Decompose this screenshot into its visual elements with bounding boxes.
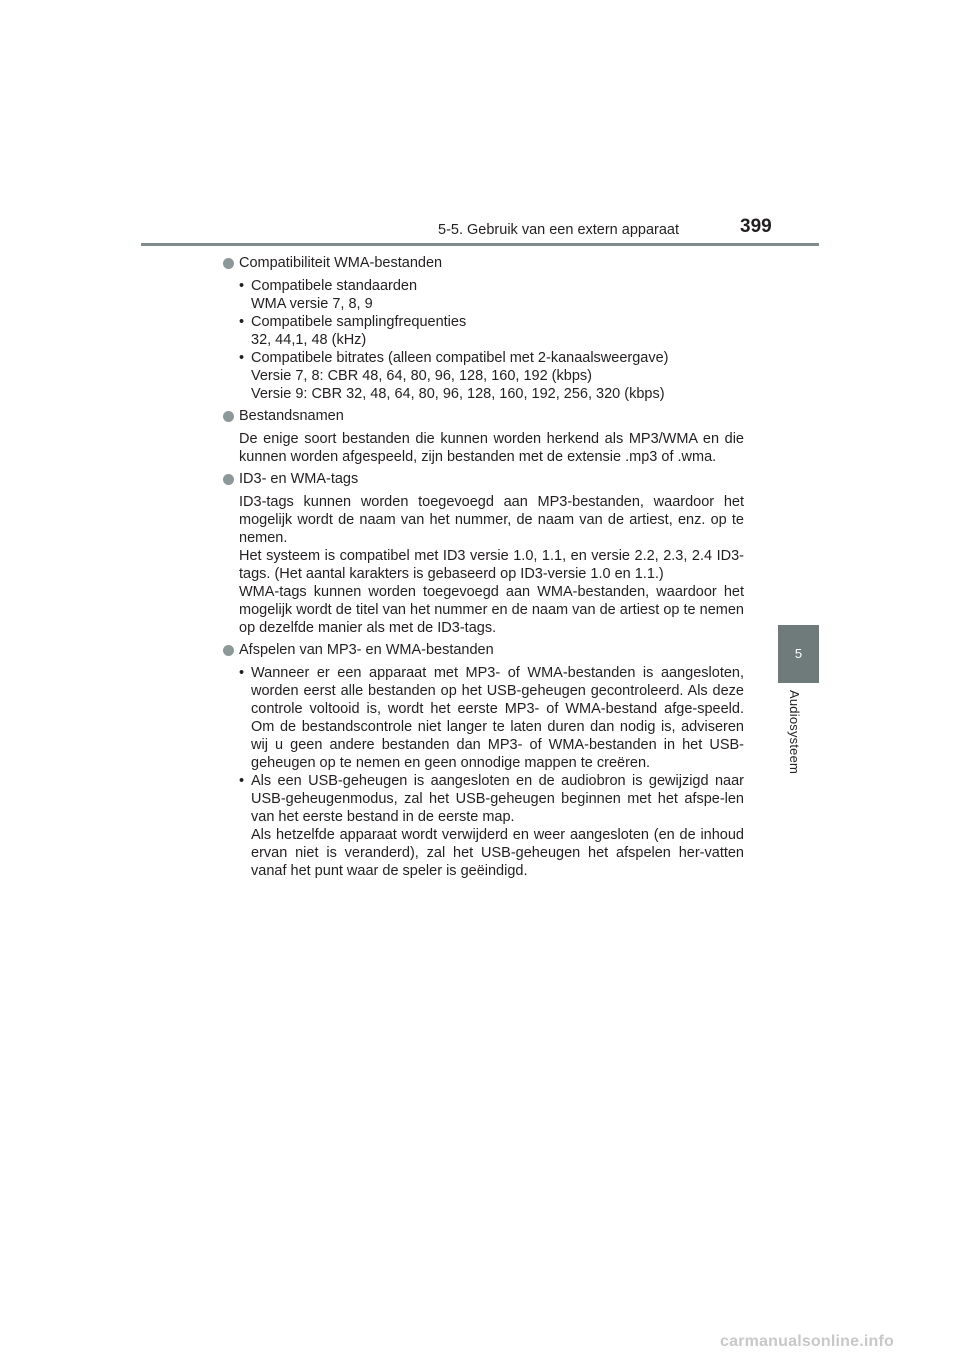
section-filenames — [222, 407, 744, 466]
list-item-line: • Compatibele samplingfrequenties — [251, 314, 467, 330]
list-item — [239, 277, 744, 313]
list-item-line: 32, 44,1, 48 (kHz) — [251, 332, 367, 348]
list-item-line: • Compatibele bitrates (alleen compatibel met 2-kanaalsweergave) — [251, 350, 669, 366]
section-tags — [222, 470, 744, 637]
list-item-line: Versie 7, 8: CBR 48, 64, 80, 96, 128, 160, 192 (kbps) — [251, 368, 592, 384]
bullet-icon — [223, 474, 234, 485]
list-item — [239, 772, 744, 880]
section-title: Afspelen van MP3- en WMA-bestanden — [239, 642, 494, 658]
list-item-line: WMA versie 7, 8, 9 — [251, 296, 373, 312]
bullet-icon — [223, 258, 234, 269]
watermark: carmanualsonline.info — [720, 1333, 895, 1350]
section-title: Bestandsnamen — [239, 408, 344, 424]
list-item-line: Als hetzelfde apparaat wordt verwijderd en weer aangesloten (en de inhoud ervan niet is veranderd), zal het USB-geheugen het afspelen her-vatten vanaf het punt waar de speler is geëindigd. — [251, 827, 744, 879]
list-item-line: • Compatibele standaarden — [251, 278, 418, 294]
paragraph: ID3-tags kunnen worden toegevoegd aan MP3-bestanden, waardoor het mogelijk wordt de naam van het nummer, de naam van de artiest, enz. op te nemen. — [239, 494, 744, 546]
list-item-line: • Als een USB-geheugen is aangesloten en de audiobron is gewijzigd naar USB-geheugenmodus, zal het USB-geheugen beginnen met het afspe-len van het eerste bestand in de eerste map. — [251, 773, 744, 825]
bullet-icon — [223, 645, 234, 656]
section-title: Compatibiliteit WMA-bestanden — [239, 255, 443, 271]
header-rule — [141, 243, 819, 246]
bullet-icon — [223, 411, 234, 422]
chapter-tab[interactable]: 5 — [778, 625, 819, 683]
page-content — [222, 254, 744, 884]
list-item — [239, 664, 744, 772]
list-item — [239, 313, 744, 349]
header-section-title: 5-5. Gebruik van een extern apparaat — [438, 222, 680, 238]
paragraph: Het systeem is compatibel met ID3 versie 1.0, 1.1, en versie 2.2, 2.3, 2.4 ID3-tags. (Het aantal karakters is gebaseerd op ID3-versie 1.0 en 1.1.) — [239, 548, 744, 582]
sub-list — [239, 664, 744, 880]
sub-list — [239, 277, 744, 403]
paragraph: WMA-tags kunnen worden toegevoegd aan WMA-bestanden, waardoor het mogelijk wordt de titel van het nummer en de naam van de artiest op te nemen op dezelfde manier als met de ID3-tags. — [239, 584, 744, 636]
paragraph: De enige soort bestanden die kunnen worden herkend als MP3/WMA en die kunnen worden afgespeeld, zijn bestanden met de extensie .mp3 of .wma. — [239, 431, 744, 465]
section-title: ID3- en WMA-tags — [239, 471, 359, 487]
section-wma-compatibility — [222, 254, 744, 403]
list-item-line: Versie 9: CBR 32, 48, 64, 80, 96, 128, 160, 192, 256, 320 (kbps) — [251, 386, 665, 402]
list-item — [239, 349, 744, 403]
page-number: 399 — [740, 216, 772, 237]
list-item-line: • Wanneer er een apparaat met MP3- of WMA-bestanden is aangesloten, worden eerst alle bestanden op het USB-geheugen gecontroleerd. Als deze controle voltooid is, wordt het eerste MP3- of WMA-bestand afge-speeld. Om de bestandscontrole niet langer te laten duren dan nodig is, adviseren wij u geen andere bestanden dan MP3- of WMA-bestanden in het USB-geheugen op te nemen en geen onnodige mappen te creëren. — [251, 665, 744, 771]
chapter-label: Audiosysteem — [787, 690, 802, 775]
section-playback — [222, 641, 744, 880]
